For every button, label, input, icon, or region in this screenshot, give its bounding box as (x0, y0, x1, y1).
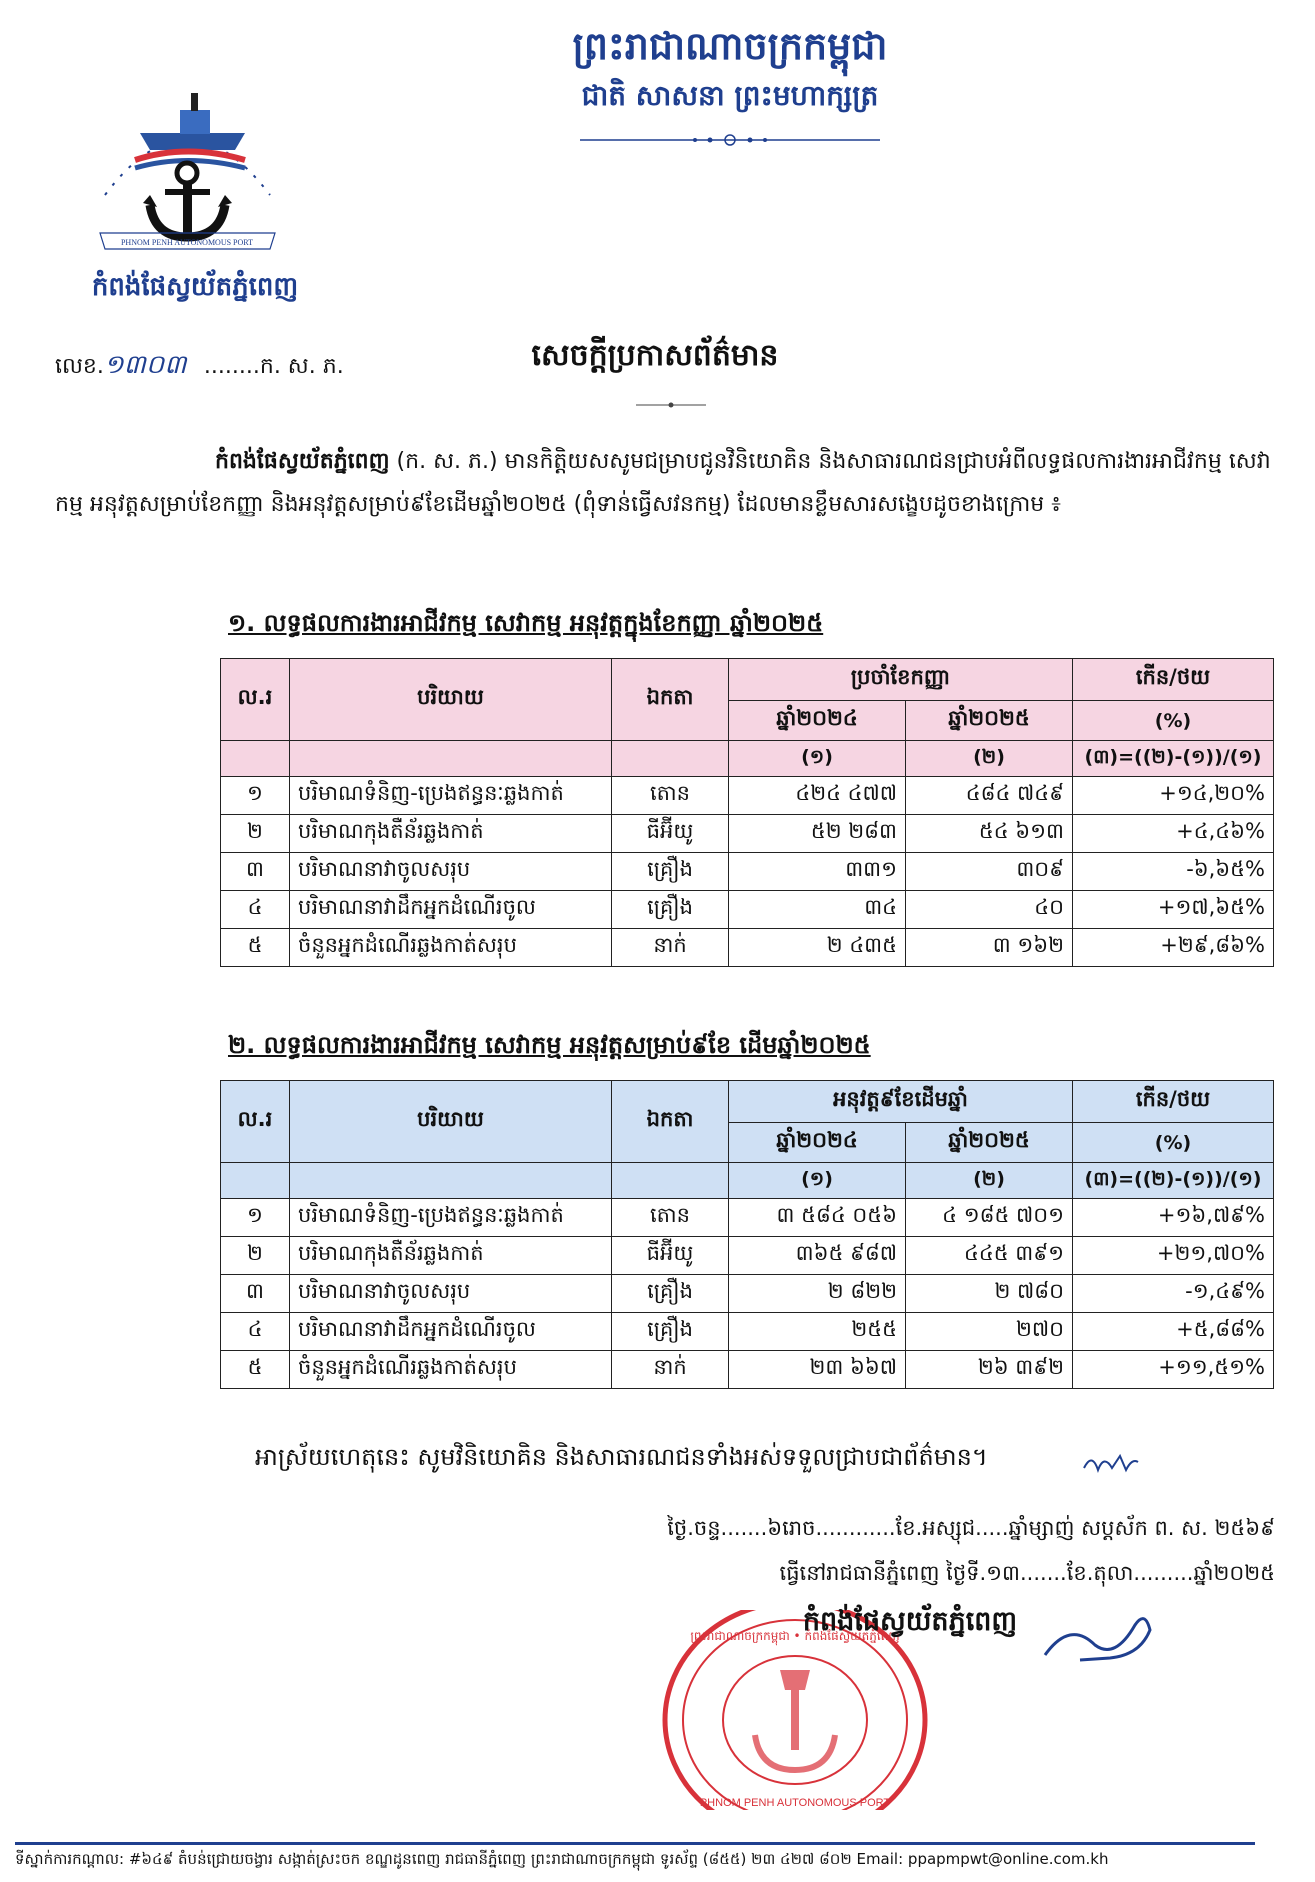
nine-month-results-table (220, 1080, 1274, 1389)
reference-line: លេខ.១៣០៣ ........ក. ស. ភ. (55, 348, 344, 386)
col-formula-3: (៣)=((២)-(១))/(១) (1073, 741, 1274, 777)
seal-inner-text: PHNOM PENH AUTONOMOUS PORT (699, 1797, 891, 1809)
footer-address (15, 1850, 1275, 1872)
col-description-header: បរិយាយ (290, 1081, 612, 1163)
table-row: ៣ បរិមាណនាវាចូលសរុប គ្រឿង ២ ៨២២ ២ ៧៨០ -១,៤៩% (221, 1275, 1274, 1313)
kingdom-heading: ព្រះរាជាណាចក្រកម្ពុជា (572, 24, 888, 68)
intro-org: កំពង់ផែស្វយ័តភ្នំពេញ (215, 449, 390, 474)
issue-date-line: ធ្វើនៅរាជធានីភ្នំពេញ ថ្ងៃទី.១៣.......ខែ.តុលា.........ឆ្នាំ២០២៥ (779, 1561, 1275, 1585)
table-row: ៤ បរិមាណនាវាដឹកអ្នកដំណើរចូល គ្រឿង ៣៤ ៤០ +១៧,៦៥% (221, 891, 1274, 929)
intro-paragraph (55, 440, 1275, 526)
footer-divider (15, 1842, 1255, 1845)
document-title: សេចក្តីប្រកាសព័ត៌មាន (531, 338, 779, 373)
table-row: ១ បរិមាណទំនិញ-ប្រេងឥន្ធនៈឆ្លងកាត់ តោន ៣ ៥៨៤ ០៥៦ ៤ ១៨៥ ៧០១ +១៦,៧៩% (221, 1199, 1274, 1237)
title-ornament (636, 400, 706, 410)
reference-number: ១៣០៣ (103, 350, 187, 380)
section2-title: ២. លទ្ធផលការងារអាជីវកម្ម សេវាកម្ម អនុវត្តសម្រាប់៩ខែ ដើមឆ្នាំ២០២៥ (228, 1031, 871, 1059)
col-percent-header: (%) (1073, 701, 1274, 741)
closing-statement: អាស្រ័យហេតុនេះ សូមវិនិយោគិន និងសាធារណជនទាំងអស់ទទួលជ្រាបជាព័ត៌មាន។ (255, 1443, 988, 1471)
intro-text: (ក. ស. ភ.) មានកិត្តិយសសូមជម្រាបជូនវិនិយោគិន និងសាធារណជនជ្រាបអំពីលទ្ធផលការងារអាជីវកម្ម សេវាកម្ម អនុវត្តសម្រាប់ខែកញ្ញា និងអនុវត្តសម្រាប់៩ខែដើមឆ្នាំ២០២៥ (ពុំទាន់ធ្វើសវនកម្ម) ដែលមានខ្លឹមសារសង្ខេបដូចខាងក្រោម ៖ (55, 449, 1271, 517)
col-change-header: កើន/ថយ (1073, 659, 1274, 701)
signatory-org: កំពង់ផែស្វយ័តភ្នំពេញ (802, 1606, 1018, 1637)
table-row: ៥ ចំនួនអ្នកដំណើរឆ្លងកាត់សរុប នាក់ ២៣ ៦៦៧ ២៦ ៣៩២ +១១,៥១% (221, 1351, 1274, 1389)
col-description-header: បរិយាយ (290, 659, 612, 741)
logo-caption: PHNOM PENH AUTONOMOUS PORT (120, 238, 254, 247)
table-row: ៣ បរិមាណនាវាចូលសរុប គ្រឿង ៣៣១ ៣០៩ -៦,៦៥% (221, 853, 1274, 891)
col-formula-2: (២) (906, 741, 1073, 777)
col-unit-header: ឯកតា (612, 1081, 729, 1163)
footer-email: ppapmpwt@online.com.kh (907, 1850, 1109, 1868)
col-no-header: ល.រ (221, 659, 290, 741)
port-logo (95, 55, 280, 255)
lunar-date-line: ថ្ងៃ.ចន្ទ.......៦រោច............ខែ.អស្សុជ.....ឆ្នាំម្សាញ់ សប្តស័ក ព. ស. ២៥៦៩ (667, 1516, 1275, 1540)
table-row: ១ បរិមាណទំនិញ-ប្រេងឥន្ធនៈឆ្លងកាត់ តោន ៤២៤ ៤៧៧ ៤៨៤ ៧៤៩ +១៤,២០% (221, 777, 1274, 815)
handwritten-initials (1080, 1448, 1140, 1476)
monthly-results-table (220, 658, 1274, 967)
col-2024-header: ឆ្នាំ២០២៤ (729, 1123, 906, 1163)
motto-heading: ជាតិ សាសនា ព្រះមហាក្សត្រ (581, 79, 879, 112)
col-2025-header: ឆ្នាំ២០២៥ (906, 701, 1073, 741)
table-row: ៤ បរិមាណនាវាដឹកអ្នកដំណើរចូល គ្រឿង ២៥៥ ២៧០ +៥,៨៨% (221, 1313, 1274, 1351)
org-name: កំពង់ផែស្វយ័តភ្នំពេញ (91, 272, 299, 302)
col-2025-header: ឆ្នាំ២០២៥ (906, 1123, 1073, 1163)
col-2024-header: ឆ្នាំ២០២៤ (729, 701, 906, 741)
footer-email-label: Email: (856, 1850, 904, 1868)
section1-title: ១. លទ្ធផលការងារអាជីវកម្ម សេវាកម្ម អនុវត្តក្នុងខែកញ្ញា ឆ្នាំ២០២៥ (228, 609, 824, 637)
seal-ring-text: ព្រះរាជាណាចក្រកម្ពុជា • កំពង់ផែស្វយ័តភ្នំពេញ (690, 1629, 900, 1643)
table-row: ២ បរិមាណកុងតឺន័រឆ្លងកាត់ ធីអ៊ីយូ ៥២ ២៨៣ ៥៤ ៦១៣ +៤,៤៦% (221, 815, 1274, 853)
col-formula-3: (៣)=((២)-(១))/(១) (1073, 1163, 1274, 1199)
table-row: ៥ ចំនួនអ្នកដំណើរឆ្លងកាត់សរុប នាក់ ២ ៤៣៥ ៣ ១៦២ +២៩,៨៦% (221, 929, 1274, 967)
col-unit-header: ឯកតា (612, 659, 729, 741)
col-period-header: ប្រចាំខែកញ្ញា (729, 659, 1073, 701)
table-row: ២ បរិមាណកុងតឺន័រឆ្លងកាត់ ធីអ៊ីយូ ៣៦៥ ៩៨៧ ៤៤៥ ៣៩១ +២១,៧០% (221, 1237, 1274, 1275)
footer-address-text: ទីស្នាក់ការកណ្តាល: #៦៤៩ តំបន់ជ្រោយចង្វារ សង្កាត់ស្រះចក ខណ្ឌដូនពេញ រាជធានីភ្នំពេញ ព្រះរាជាណាចក្រកម្ពុជា ទូរស័ព្ទ (៨៥៥) ២៣ ៤២៧ ៨០២ (15, 1850, 852, 1868)
col-no-header: ល.រ (221, 1081, 290, 1163)
col-percent-header: (%) (1073, 1123, 1274, 1163)
col-period-header: អនុវត្ត៩ខែដើមឆ្នាំ (729, 1081, 1073, 1123)
col-change-header: កើន/ថយ (1073, 1081, 1274, 1123)
reference-label: លេខ (55, 354, 97, 379)
header-ornament (560, 133, 900, 147)
col-formula-1: (១) (729, 741, 906, 777)
col-formula-2: (២) (906, 1163, 1073, 1199)
col-formula-1: (១) (729, 1163, 906, 1199)
handwritten-signature (1040, 1600, 1160, 1680)
reference-suffix: ........ក. ស. ភ. (203, 354, 344, 379)
